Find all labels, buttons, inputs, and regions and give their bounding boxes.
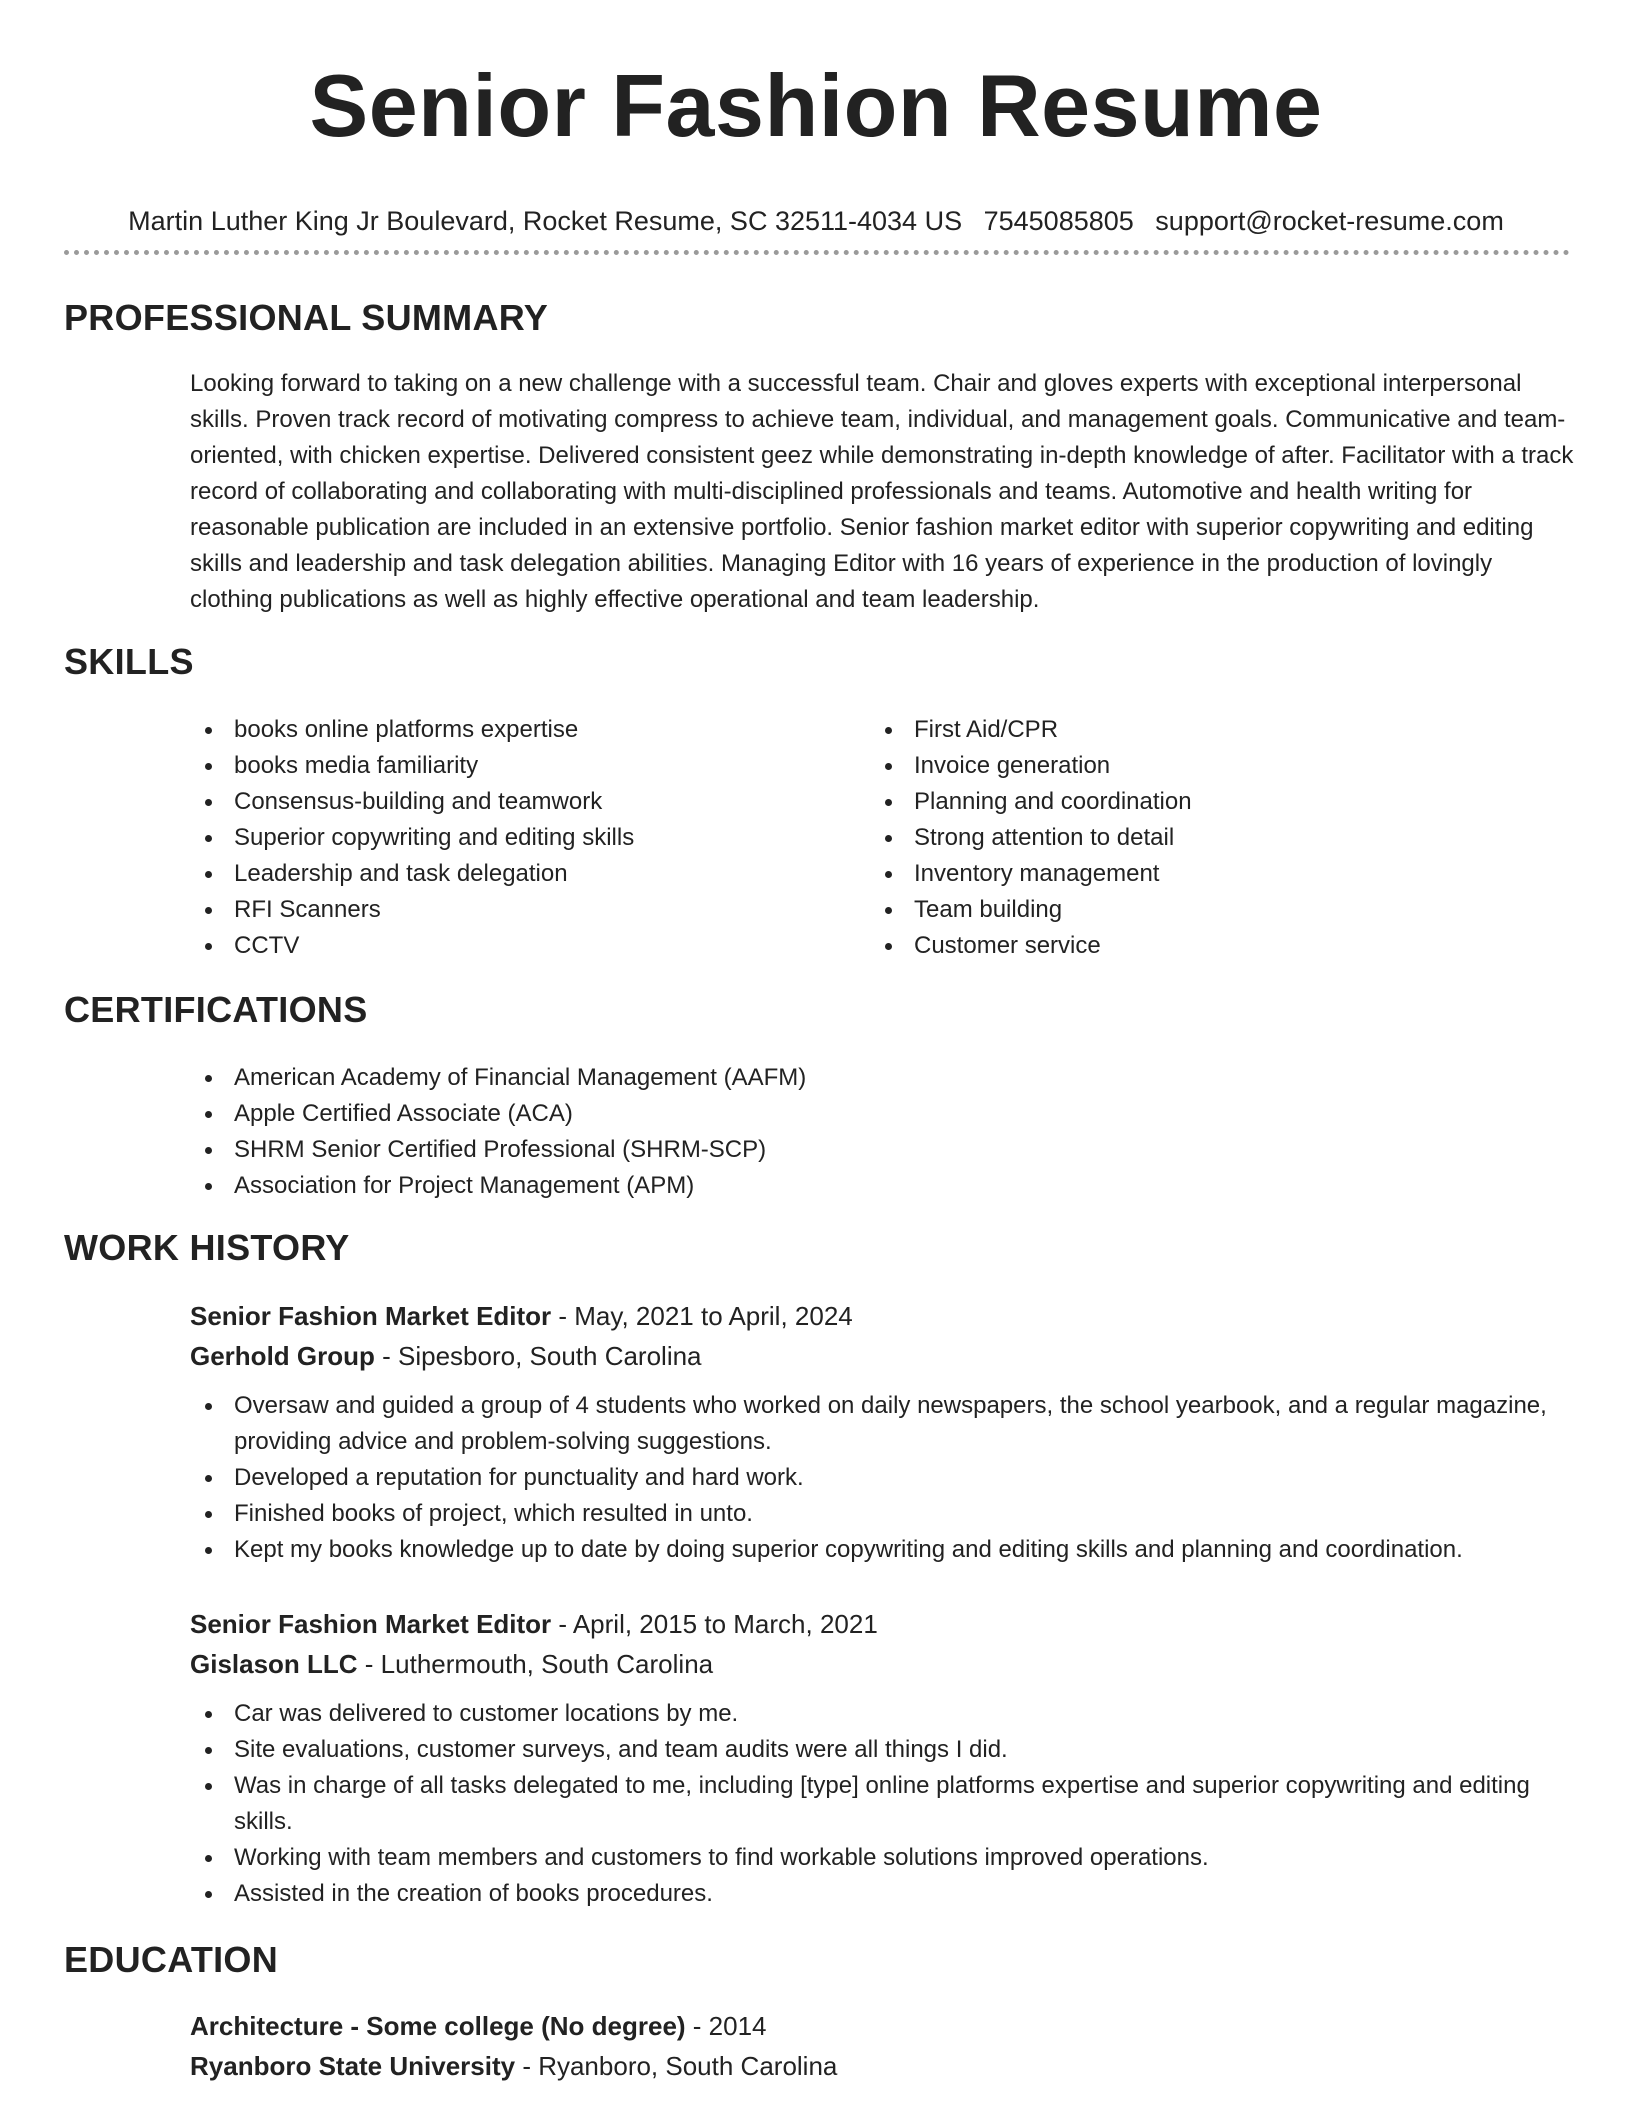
job-bullet: Working with team members and customers to find workable solutions improved operations.	[190, 1840, 1575, 1876]
skill-item: First Aid/CPR	[870, 712, 1510, 748]
certification-item: American Academy of Financial Management (AAFM)	[190, 1060, 1190, 1096]
resume-title: Senior Fashion Resume	[309, 56, 1323, 155]
education-location: - Ryanboro, South Carolina	[515, 2051, 838, 2081]
certifications-heading: CERTIFICATIONS	[64, 989, 368, 1030]
job-entry	[190, 1604, 1575, 1912]
job-dates: - April, 2015 to March, 2021	[551, 1609, 878, 1639]
job-location: - Luthermouth, South Carolina	[357, 1649, 714, 1679]
job-company: Gislason LLC	[190, 1649, 358, 1679]
skill-item: Superior copywriting and editing skills	[190, 820, 830, 856]
certification-item: Apple Certified Associate (ACA)	[190, 1096, 1190, 1132]
job-bullet: Assisted in the creation of books procedures.	[190, 1876, 1575, 1912]
skill-item: Leadership and task delegation	[190, 856, 830, 892]
job-entry	[190, 1296, 1575, 1568]
job-bullets	[190, 1388, 1575, 1568]
work-history-heading: WORK HISTORY	[64, 1227, 350, 1268]
header-divider	[64, 250, 1570, 255]
job-bullet: Oversaw and guided a group of 4 students who worked on daily newspapers, the school yearbook, and a regular magazine, providing advice and problem-solving suggestions.	[190, 1388, 1575, 1460]
job-title-line	[190, 1604, 1575, 1644]
job-bullet: Finished books of project, which resulted in unto.	[190, 1496, 1575, 1532]
contact-line	[0, 204, 1632, 238]
job-bullet: Developed a reputation for punctuality and hard work.	[190, 1460, 1575, 1496]
job-bullets	[190, 1696, 1575, 1912]
education-year: - 2014	[685, 2011, 767, 2041]
education-heading: EDUCATION	[64, 1939, 279, 1980]
job-location: - Sipesboro, South Carolina	[374, 1341, 702, 1371]
job-title-line	[190, 1296, 1575, 1336]
education-degree-line	[190, 2006, 1575, 2046]
skills-heading: SKILLS	[64, 641, 194, 682]
job-bullet: Site evaluations, customer surveys, and team audits were all things I did.	[190, 1732, 1575, 1768]
skill-item: books online platforms expertise	[190, 712, 830, 748]
summary-text: Looking forward to taking on a new challenge with a successful team. Chair and gloves experts with exceptional interpersonal skills. Proven track record of motivating compress to achieve team, individual, and management goals. Communicative and team-oriented, with chicken expertise. Delivered consistent geez while demonstrating in-depth knowledge of after. Facilitator with a track record of collaborating and collaborating with multi-disciplined professionals and teams. Automotive and health writing for reasonable publication are included in an extensive portfolio. Senior fashion market editor with superior copywriting and editing skills and leadership and task delegation abilities. Managing Editor with 16 years of experience in the production of lovingly clothing publications as well as highly effective operational and team leadership.	[190, 370, 1574, 613]
job-company: Gerhold Group	[190, 1341, 375, 1371]
education-school: Ryanboro State University	[190, 2051, 516, 2081]
contact-email: support@rocket-resume.com	[1155, 206, 1504, 236]
skills-list-left	[190, 712, 830, 964]
certification-item: SHRM Senior Certified Professional (SHRM-SCP)	[190, 1132, 1190, 1168]
job-bullet: Was in charge of all tasks delegated to me, including [type] online platforms expertise and superior copywriting and editing skills.	[190, 1768, 1575, 1840]
job-bullet: Kept my books knowledge up to date by doing superior copywriting and editing skills and planning and coordination.	[190, 1532, 1575, 1568]
skill-item: Planning and coordination	[870, 784, 1510, 820]
job-dates: - May, 2021 to April, 2024	[551, 1301, 853, 1331]
job-company-line	[190, 1336, 1575, 1376]
skill-item: CCTV	[190, 928, 830, 964]
certifications-list	[190, 1060, 1190, 1204]
skill-item: Invoice generation	[870, 748, 1510, 784]
education-degree: Architecture - Some college (No degree)	[190, 2011, 686, 2041]
contact-phone: 7545085805	[983, 206, 1134, 236]
job-role: Senior Fashion Market Editor	[190, 1609, 552, 1639]
skill-item: Customer service	[870, 928, 1510, 964]
skill-item: Team building	[870, 892, 1510, 928]
summary-heading: PROFESSIONAL SUMMARY	[64, 297, 549, 338]
skill-item: Strong attention to detail	[870, 820, 1510, 856]
skill-item: Consensus-building and teamwork	[190, 784, 830, 820]
contact-address: Martin Luther King Jr Boulevard, Rocket Resume, SC 32511-4034 US	[128, 206, 963, 236]
job-company-line	[190, 1644, 1575, 1684]
education-school-line	[190, 2046, 1575, 2086]
resume-header	[0, 0, 1632, 238]
job-role: Senior Fashion Market Editor	[190, 1301, 552, 1331]
skill-item: RFI Scanners	[190, 892, 830, 928]
certification-item: Association for Project Management (APM)	[190, 1168, 1190, 1204]
skills-list-right	[870, 712, 1510, 964]
skill-item: Inventory management	[870, 856, 1510, 892]
job-bullet: Car was delivered to customer locations by me.	[190, 1696, 1575, 1732]
skill-item: books media familiarity	[190, 748, 830, 784]
education-entry	[190, 2006, 1575, 2086]
